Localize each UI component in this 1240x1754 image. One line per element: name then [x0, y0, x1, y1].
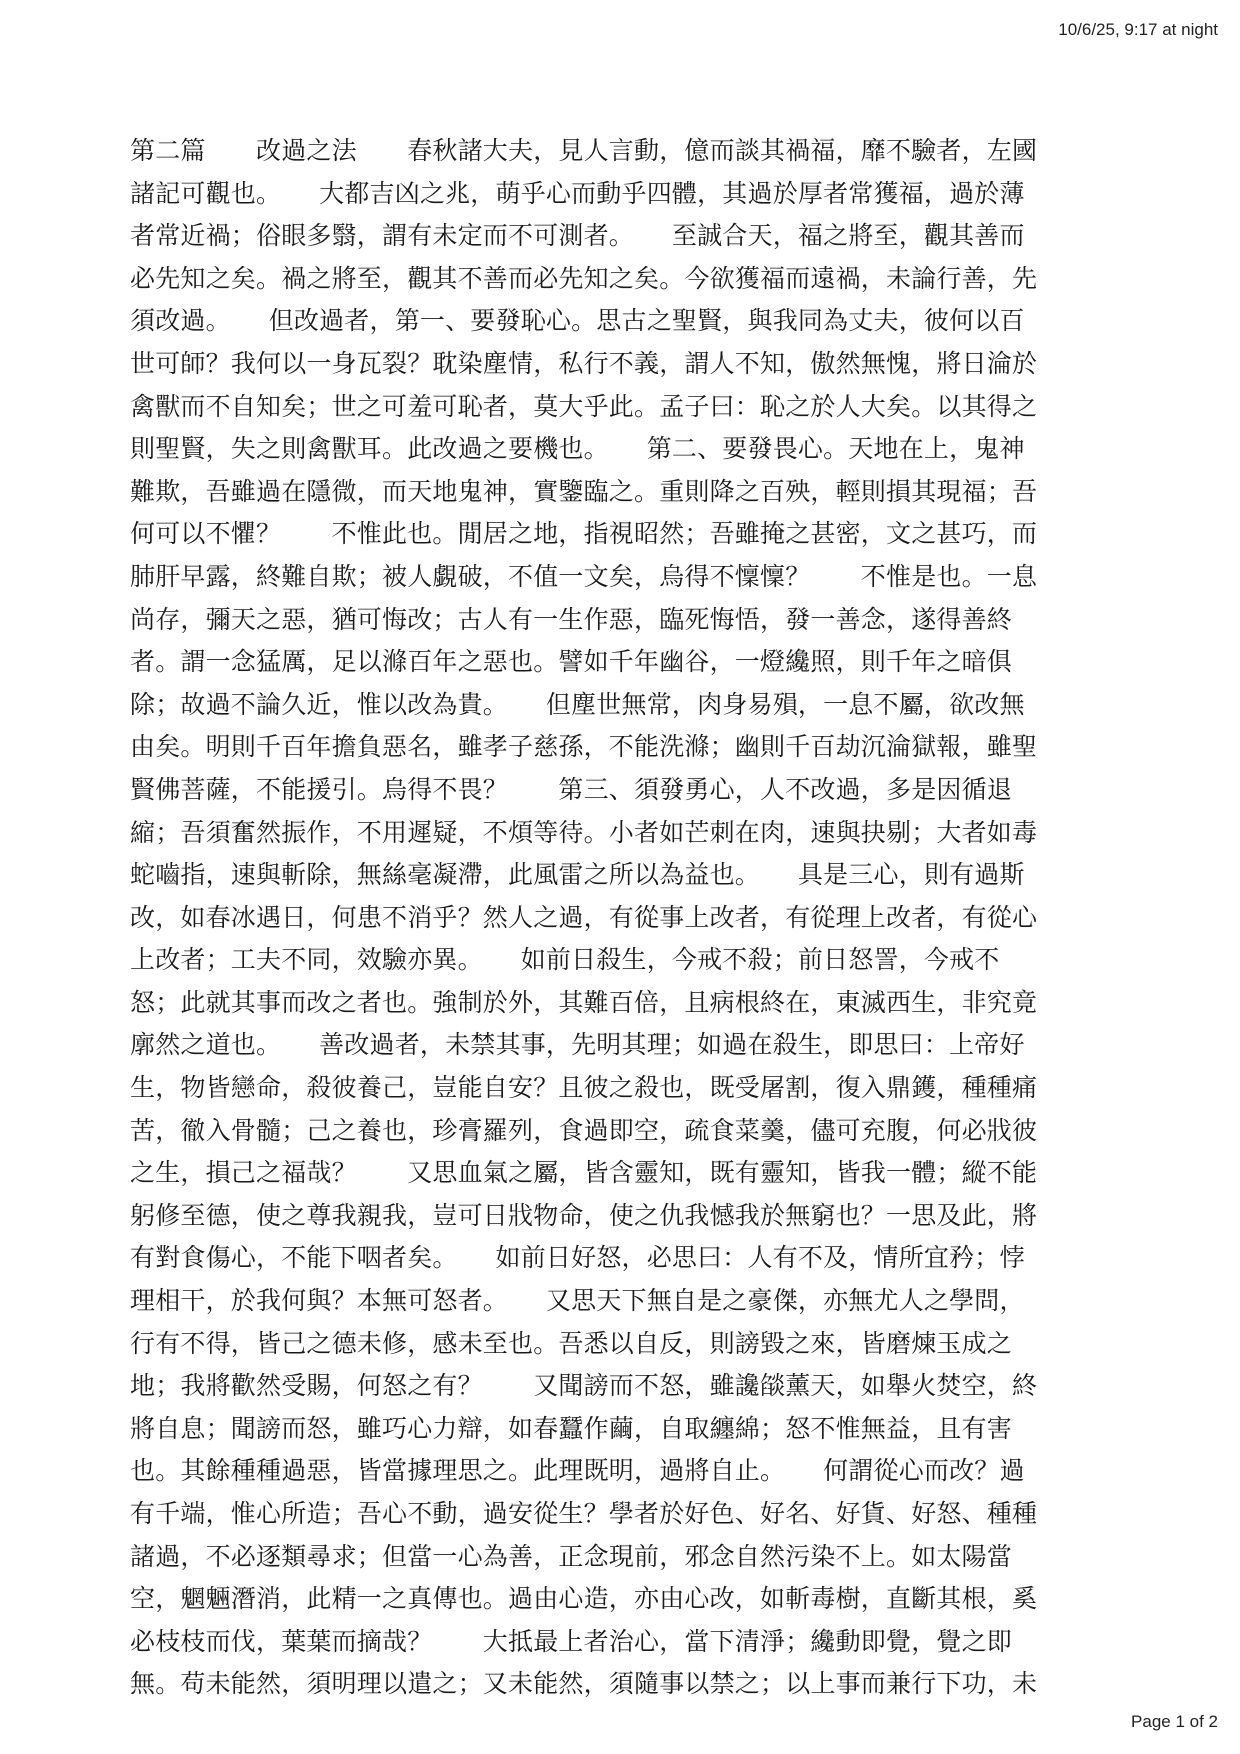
- text-line: 尚存，彌天之惡，猶可悔改；古人有一生作惡，臨死悔悟，發一善念，遂得善終: [130, 604, 1013, 634]
- text-line: 躬修至德，使之尊我親我，豈可日戕物命，使之仇我憾我於無窮也？一思及此，將: [130, 1200, 1038, 1230]
- text-line: 無。苟未能然，須明理以遣之；又未能然，須隨事以禁之；以上事而兼行下功，未: [130, 1669, 1038, 1699]
- text-line: 世可師？我何以一身瓦裂？耽染塵情，私行不義，謂人不知，傲然無愧，將日淪於: [130, 348, 1038, 378]
- page-number: Page 1 of 2: [1131, 1712, 1218, 1731]
- text-line: 則聖賢，失之則禽獸耳。此改過之要機也。 第二、要發畏心。天地在上，鬼神: [130, 434, 1025, 464]
- text-line: 之生，損己之福哉？ 又思血氣之屬，皆含靈知，既有靈知，皆我一體；縱不能: [130, 1158, 1038, 1188]
- text-line: 者常近禍；俗眼多翳，謂有未定而不可測者。 至誠合天，福之將至，觀其善而: [130, 221, 1025, 251]
- text-line: 賢佛菩薩，不能援引。烏得不畏？ 第三、須發勇心，人不改過，多是因循退: [130, 774, 1013, 804]
- text-line: 改，如春冰遇日，何患不消乎？然人之過，有從事上改者，有從理上改者，有從心: [130, 902, 1038, 932]
- text-line: 生，物皆戀命，殺彼養己，豈能自安？且彼之殺也，既受屠割，復入鼎鑊，種種痛: [130, 1073, 1038, 1103]
- text-line: 除；故過不論久近，惟以改為貴。 但塵世無常，肉身易殞，一息不屬，欲改無: [130, 689, 1025, 719]
- text-line: 諸過，不必逐類尋求；但當一心為善，正念現前，邪念自然污染不上。如太陽當: [130, 1541, 1013, 1571]
- document-body: [130, 130, 1120, 1706]
- text-line: 肺肝早露，終難自欺；被人覷破，不值一文矣，烏得不懍懍？ 不惟是也。一息: [130, 561, 1038, 591]
- text-line: 必先知之矣。禍之將至，觀其不善而必先知之矣。今欲獲福而遠禍，未論行善，先: [130, 263, 1038, 293]
- text-line: 由矣。明則千百年擔負惡名，雖孝子慈孫，不能洗滌；幽則千百劫沉淪獄報，雖聖: [130, 732, 1038, 762]
- text-line: 者。謂一念猛厲，足以滌百年之惡也。譬如千年幽谷，一燈纔照，則千年之暗俱: [130, 647, 1013, 677]
- text-line: 何可以不懼？ 不惟此也。閒居之地，指視昭然；吾雖掩之甚密，文之甚巧，而: [130, 519, 1038, 549]
- text-line: 上改者；工夫不同，效驗亦異。 如前日殺生，今戒不殺；前日怒詈，今戒不: [130, 945, 1000, 975]
- text-line: 行有不得，皆己之德未修，感未至也。吾悉以自反，則謗毀之來，皆磨煉玉成之: [130, 1328, 1013, 1358]
- text-line: 理相干，於我何與？本無可怒者。 又思天下無自是之豪傑，亦無尤人之學問，: [130, 1286, 1025, 1316]
- text-line: 須改過。 但改過者，第一、要發恥心。思古之聖賢，與我同為丈夫，彼何以百: [130, 306, 1025, 336]
- text-line: 諸記可觀也。 大都吉凶之兆，萌乎心而動乎四體，其過於厚者常獲福，過於薄: [130, 178, 1025, 208]
- text-line: 將自息；聞謗而怒，雖巧心力辯，如春蠶作繭，自取纏綿；怒不惟無益，且有害: [130, 1413, 1013, 1443]
- print-timestamp: 10/6/25, 9:17 at night: [1058, 20, 1218, 39]
- text-line: 蛇嚙指，速與斬除，無絲毫凝滯，此風雷之所以為益也。 具是三心，則有過斯: [130, 860, 1025, 890]
- text-line: 苦，徹入骨髓；己之養也，珍膏羅列，食過即空，疏食菜羹，儘可充腹，何必戕彼: [130, 1115, 1038, 1145]
- text-line: 地；我將歡然受賜，何怒之有？ 又聞謗而不怒，雖讒燄薰天，如舉火焚空，終: [130, 1371, 1038, 1401]
- text-line: 有千端，惟心所造；吾心不動，過安從生？學者於好色、好名、好貨、好怒、種種: [130, 1499, 1038, 1528]
- text-line: 第二篇 改過之法 春秋諸大夫，見人言動，億而談其禍福，靡不驗者，左國: [130, 136, 1038, 165]
- text-line: 怒；此就其事而改之者也。強制於外，其難百倍，且病根終在，東滅西生，非究竟: [130, 987, 1038, 1017]
- text-line: 難欺，吾雖過在隱微，而天地鬼神，實鑒臨之。重則降之百殃，輕則損其現福；吾: [130, 476, 1038, 506]
- text-line: 也。其餘種種過惡，皆當據理思之。此理既明，過將自止。 何謂從心而改？過: [130, 1456, 1025, 1486]
- text-line: 必枝枝而伐，葉葉而摘哉？ 大抵最上者治心，當下清淨；纔動即覺，覺之即: [130, 1626, 1013, 1656]
- text-line: 空，魍魎潛消，此精一之真傳也。過由心造，亦由心改，如斬毒樹，直斷其根，奚: [130, 1584, 1038, 1614]
- text-line: 禽獸而不自知矣；世之可羞可恥者，莫大乎此。孟子曰：恥之於人大矣。以其得之: [130, 391, 1038, 421]
- text-line: 廓然之道也。 善改過者，未禁其事，先明其理；如過在殺生，即思曰：上帝好: [130, 1030, 1025, 1060]
- text-line: 有對食傷心，不能下咽者矣。 如前日好怒，必思曰：人有不及，情所宜矜；悖: [130, 1243, 1025, 1273]
- text-line: 縮；吾須奮然振作，不用遲疑，不煩等待。小者如芒刺在肉，速與抉剔；大者如毒: [130, 817, 1038, 847]
